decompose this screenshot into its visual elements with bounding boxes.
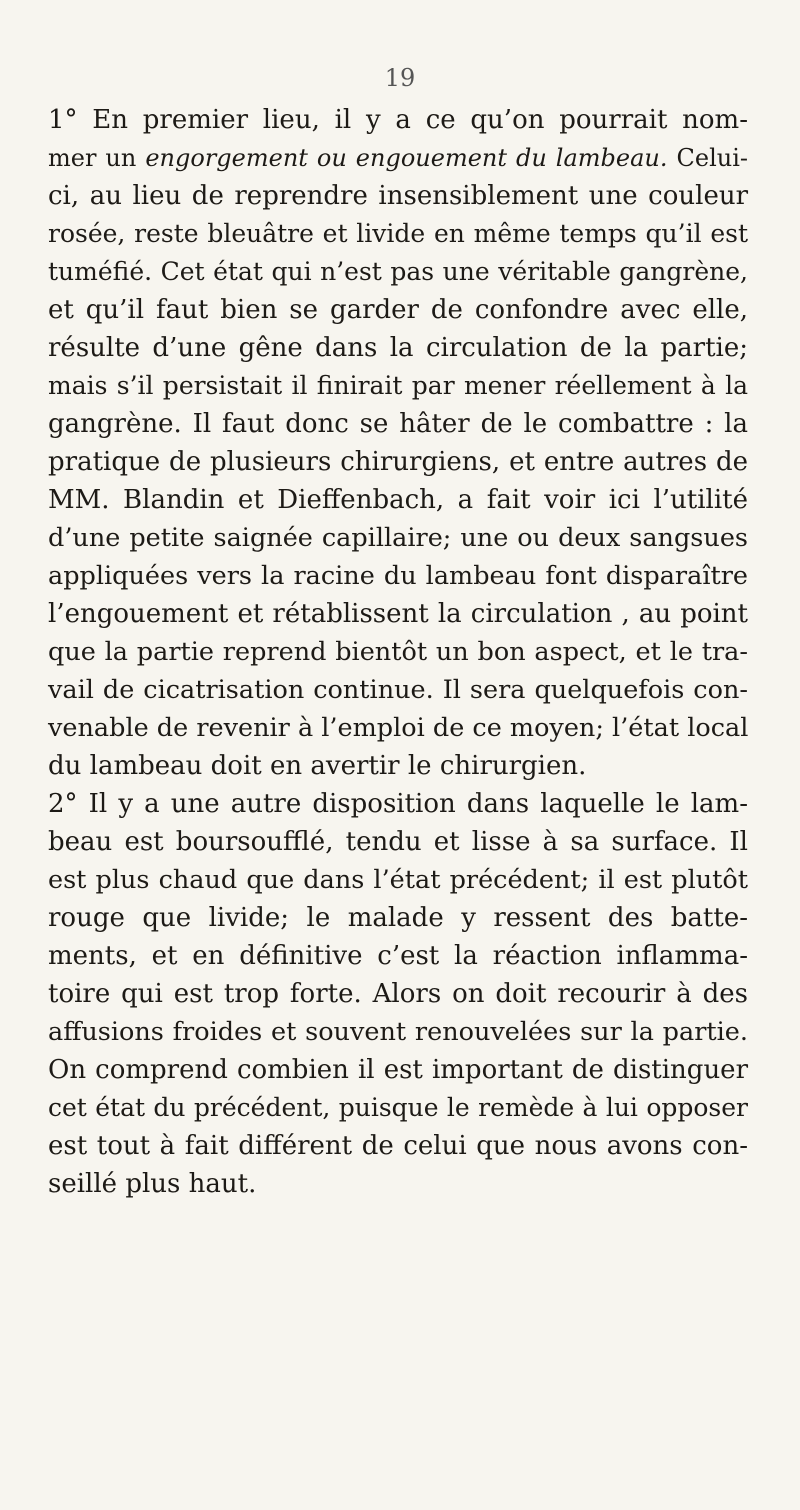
text-segment: gangrène. Il faut donc se hâter de le combattre : la — [48, 409, 748, 439]
text-line — [48, 1089, 748, 1127]
text-segment: On comprend combien il est important de distinguer — [48, 1055, 748, 1085]
text-line — [48, 367, 748, 405]
text-line — [48, 747, 748, 785]
text-segment: l’engouement et rétablissent la circulation , au point — [48, 599, 748, 629]
text-line — [48, 291, 748, 329]
text-segment: vail de cicatrisation continue. Il sera quelquefois con- — [48, 675, 748, 705]
text-line — [48, 101, 748, 139]
text-segment: 2° Il y a une autre disposition dans laquelle le lam- — [48, 789, 748, 819]
text-segment: rosée, reste bleuâtre et livide en même temps qu’il est — [48, 219, 748, 248]
text-segment: venable de revenir à l’emploi de ce moyen; l’état local — [48, 713, 749, 743]
text-segment: est tout à fait différent de celui que nous avons con- — [48, 1131, 748, 1161]
page-number: 19 — [384, 64, 416, 92]
text-line — [48, 1127, 748, 1165]
text-line — [48, 595, 748, 633]
text-line — [48, 861, 748, 899]
text-line — [48, 481, 748, 519]
text-segment: MM. Blandin et Dieffenbach, a fait voir ici l’utilité — [48, 485, 748, 515]
text-line — [48, 1165, 748, 1203]
text-line — [48, 975, 748, 1013]
text-line — [48, 633, 748, 671]
text-segment: d’une petite saignée capillaire; une ou deux sangsues — [48, 523, 748, 553]
italic-segment: engorgement ou engouement du lambeau. — [145, 144, 668, 172]
text-line — [48, 937, 748, 975]
text-line — [48, 519, 748, 557]
text-segment: et qu’il faut bien se garder de confondre avec elle, — [48, 295, 748, 325]
text-segment: que la partie reprend bientôt un bon aspect, et le tra- — [48, 637, 748, 667]
text-line — [48, 709, 748, 747]
text-segment: appliquées vers la racine du lambeau font disparaître — [48, 561, 748, 591]
text-line — [48, 1051, 748, 1089]
text-segment: cet état du précédent, puisque le remède à lui opposer — [48, 1093, 748, 1122]
text-segment: affusions froides et souvent renouvelées sur la partie. — [48, 1017, 748, 1047]
text-line — [48, 405, 748, 443]
text-line — [48, 329, 748, 367]
text-segment: seillé plus haut. — [48, 1169, 257, 1199]
text-segment: du lambeau doit en avertir le chirurgien. — [48, 751, 587, 781]
text-segment: tuméfié. Cet état qui n’est pas une véritable gangrène, — [48, 257, 748, 286]
text-segment: ci, au lieu de reprendre insensiblement une couleur — [48, 181, 748, 211]
text-line — [48, 823, 748, 861]
text-line — [48, 443, 748, 481]
text-line — [48, 557, 748, 595]
text-segment: résulte d’une gêne dans la circulation de la partie; — [48, 333, 748, 363]
text-segment: toire qui est trop forte. Alors on doit recourir à des — [48, 979, 748, 1009]
text-line — [48, 1013, 748, 1051]
text-segment: Celui- — [667, 144, 748, 172]
text-line — [48, 899, 748, 937]
text-segment: mais s’il persistait il finirait par mener réellement à la — [48, 371, 748, 400]
body-text — [48, 101, 748, 1203]
text-line — [48, 177, 748, 215]
text-line — [48, 785, 748, 823]
text-line — [48, 139, 748, 177]
text-line — [48, 215, 748, 253]
text-segment: est plus chaud que dans l’état précédent; il est plutôt — [48, 865, 748, 895]
text-segment: ments, et en définitive c’est la réaction inflamma- — [48, 941, 748, 971]
text-segment: pratique de plusieurs chirurgiens, et entre autres de — [48, 447, 748, 477]
text-segment: mer un — [48, 144, 146, 172]
text-line — [48, 671, 748, 709]
text-line — [48, 253, 748, 291]
text-segment: beau est boursoufflé, tendu et lisse à sa surface. Il — [48, 827, 748, 857]
text-segment: rouge que livide; le malade y ressent des batte- — [48, 903, 748, 933]
text-segment: 1° En premier lieu, il y a ce qu’on pourrait nom- — [48, 105, 748, 135]
